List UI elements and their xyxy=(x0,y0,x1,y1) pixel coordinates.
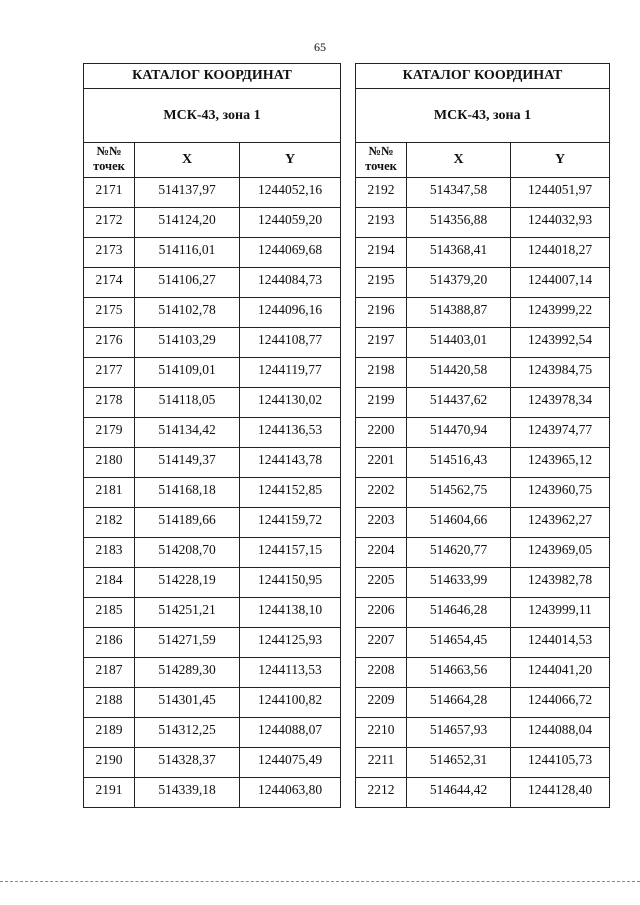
point-number-cell: 2202 xyxy=(356,478,407,508)
y-coordinate-cell: 1243982,78 xyxy=(511,568,610,598)
catalog-zone: МСК-43, зона 1 xyxy=(356,89,610,143)
x-coordinate-cell: 514646,28 xyxy=(407,598,511,628)
x-coordinate-cell: 514470,94 xyxy=(407,418,511,448)
point-number-cell: 2172 xyxy=(84,208,135,238)
x-coordinate-cell: 514368,41 xyxy=(407,238,511,268)
point-number-cell: 2208 xyxy=(356,658,407,688)
point-number-cell: 2194 xyxy=(356,238,407,268)
point-number-cell: 2176 xyxy=(84,328,135,358)
column-header-point-number-line1: №№ xyxy=(368,144,394,158)
y-coordinate-cell: 1244100,82 xyxy=(240,688,341,718)
x-coordinate-cell: 514663,56 xyxy=(407,658,511,688)
y-coordinate-cell: 1244138,10 xyxy=(240,598,341,628)
y-coordinate-cell: 1244108,77 xyxy=(240,328,341,358)
table-row xyxy=(84,358,341,388)
y-coordinate-cell: 1244059,20 xyxy=(240,208,341,238)
table-row xyxy=(84,688,341,718)
point-number-cell: 2177 xyxy=(84,358,135,388)
point-number-cell: 2188 xyxy=(84,688,135,718)
point-number-cell: 2198 xyxy=(356,358,407,388)
point-number-cell: 2197 xyxy=(356,328,407,358)
table-row xyxy=(356,268,610,298)
y-coordinate-cell: 1243999,22 xyxy=(511,298,610,328)
x-coordinate-cell: 514124,20 xyxy=(135,208,240,238)
point-number-cell: 2203 xyxy=(356,508,407,538)
y-coordinate-cell: 1244125,93 xyxy=(240,628,341,658)
table-row xyxy=(84,778,341,808)
y-coordinate-cell: 1244088,04 xyxy=(511,718,610,748)
point-number-cell: 2181 xyxy=(84,478,135,508)
point-number-cell: 2199 xyxy=(356,388,407,418)
y-coordinate-cell: 1243999,11 xyxy=(511,598,610,628)
x-coordinate-cell: 514388,87 xyxy=(407,298,511,328)
table-row xyxy=(356,358,610,388)
table-row xyxy=(84,598,341,628)
point-number-cell: 2190 xyxy=(84,748,135,778)
x-coordinate-cell: 514134,42 xyxy=(135,418,240,448)
y-coordinate-cell: 1244143,78 xyxy=(240,448,341,478)
point-number-cell: 2204 xyxy=(356,538,407,568)
table-row xyxy=(84,268,341,298)
table-row xyxy=(84,328,341,358)
point-number-cell: 2212 xyxy=(356,778,407,808)
column-header-y: Y xyxy=(240,143,341,178)
x-coordinate-cell: 514251,21 xyxy=(135,598,240,628)
catalog-title: КАТАЛОГ КООРДИНАТ xyxy=(356,64,610,89)
table-row xyxy=(84,448,341,478)
coordinate-catalog-table-right xyxy=(355,63,610,808)
x-coordinate-cell: 514301,45 xyxy=(135,688,240,718)
table-row xyxy=(356,448,610,478)
table-row xyxy=(356,388,610,418)
point-number-cell: 2184 xyxy=(84,568,135,598)
x-coordinate-cell: 514312,25 xyxy=(135,718,240,748)
x-coordinate-cell: 514644,42 xyxy=(407,778,511,808)
table-row xyxy=(84,388,341,418)
table-row xyxy=(84,238,341,268)
y-coordinate-cell: 1244018,27 xyxy=(511,238,610,268)
x-coordinate-cell: 514116,01 xyxy=(135,238,240,268)
point-number-cell: 2211 xyxy=(356,748,407,778)
point-number-cell: 2205 xyxy=(356,568,407,598)
x-coordinate-cell: 514652,31 xyxy=(407,748,511,778)
y-coordinate-cell: 1244128,40 xyxy=(511,778,610,808)
x-coordinate-cell: 514633,99 xyxy=(407,568,511,598)
x-coordinate-cell: 514604,66 xyxy=(407,508,511,538)
y-coordinate-cell: 1243984,75 xyxy=(511,358,610,388)
column-header-x: X xyxy=(407,143,511,178)
y-coordinate-cell: 1244066,72 xyxy=(511,688,610,718)
point-number-cell: 2185 xyxy=(84,598,135,628)
table-row xyxy=(356,688,610,718)
x-coordinate-cell: 514516,43 xyxy=(407,448,511,478)
y-coordinate-cell: 1244119,77 xyxy=(240,358,341,388)
table-row xyxy=(84,628,341,658)
table-row xyxy=(356,658,610,688)
x-coordinate-cell: 514118,05 xyxy=(135,388,240,418)
x-coordinate-cell: 514228,19 xyxy=(135,568,240,598)
table-row xyxy=(84,748,341,778)
y-coordinate-cell: 1244113,53 xyxy=(240,658,341,688)
y-coordinate-cell: 1244014,53 xyxy=(511,628,610,658)
y-coordinate-cell: 1244032,93 xyxy=(511,208,610,238)
y-coordinate-cell: 1243969,05 xyxy=(511,538,610,568)
point-number-cell: 2192 xyxy=(356,178,407,208)
table-row xyxy=(356,298,610,328)
point-number-cell: 2186 xyxy=(84,628,135,658)
point-number-cell: 2206 xyxy=(356,598,407,628)
coordinate-catalog-table-left xyxy=(83,63,341,808)
point-number-cell: 2207 xyxy=(356,628,407,658)
x-coordinate-cell: 514347,58 xyxy=(407,178,511,208)
point-number-cell: 2183 xyxy=(84,538,135,568)
y-coordinate-cell: 1244136,53 xyxy=(240,418,341,448)
table-row xyxy=(84,208,341,238)
y-coordinate-cell: 1243974,77 xyxy=(511,418,610,448)
table-row xyxy=(356,178,610,208)
table-row xyxy=(356,598,610,628)
x-coordinate-cell: 514106,27 xyxy=(135,268,240,298)
x-coordinate-cell: 514103,29 xyxy=(135,328,240,358)
x-coordinate-cell: 514356,88 xyxy=(407,208,511,238)
page-bottom-divider xyxy=(0,881,640,882)
table-row xyxy=(84,418,341,448)
column-header-point-number-line2: точек xyxy=(93,159,125,173)
x-coordinate-cell: 514109,01 xyxy=(135,358,240,388)
catalog-zone: МСК-43, зона 1 xyxy=(84,89,341,143)
point-number-cell: 2174 xyxy=(84,268,135,298)
x-coordinate-cell: 514664,28 xyxy=(407,688,511,718)
y-coordinate-cell: 1243978,34 xyxy=(511,388,610,418)
x-coordinate-cell: 514271,59 xyxy=(135,628,240,658)
table-row xyxy=(84,718,341,748)
table-row xyxy=(356,718,610,748)
x-coordinate-cell: 514437,62 xyxy=(407,388,511,418)
point-number-cell: 2175 xyxy=(84,298,135,328)
column-header-y: Y xyxy=(511,143,610,178)
table-row xyxy=(84,478,341,508)
page-number: 65 xyxy=(314,40,326,54)
point-number-cell: 2187 xyxy=(84,658,135,688)
point-number-cell: 2180 xyxy=(84,448,135,478)
y-coordinate-cell: 1244088,07 xyxy=(240,718,341,748)
x-coordinate-cell: 514420,58 xyxy=(407,358,511,388)
table-row xyxy=(84,298,341,328)
table-row xyxy=(356,538,610,568)
point-number-cell: 2210 xyxy=(356,718,407,748)
table-row xyxy=(356,478,610,508)
y-coordinate-cell: 1243965,12 xyxy=(511,448,610,478)
point-number-cell: 2191 xyxy=(84,778,135,808)
x-coordinate-cell: 514620,77 xyxy=(407,538,511,568)
table-row xyxy=(356,628,610,658)
y-coordinate-cell: 1244084,73 xyxy=(240,268,341,298)
table-row xyxy=(356,208,610,238)
column-header-point-number-line1: №№ xyxy=(96,144,122,158)
point-number-cell: 2195 xyxy=(356,268,407,298)
table-row xyxy=(84,508,341,538)
point-number-cell: 2171 xyxy=(84,178,135,208)
y-coordinate-cell: 1244063,80 xyxy=(240,778,341,808)
table-row xyxy=(356,508,610,538)
y-coordinate-cell: 1244105,73 xyxy=(511,748,610,778)
y-coordinate-cell: 1244130,02 xyxy=(240,388,341,418)
point-number-cell: 2209 xyxy=(356,688,407,718)
table-row xyxy=(356,238,610,268)
y-coordinate-cell: 1243962,27 xyxy=(511,508,610,538)
point-number-cell: 2193 xyxy=(356,208,407,238)
x-coordinate-cell: 514289,30 xyxy=(135,658,240,688)
x-coordinate-cell: 514149,37 xyxy=(135,448,240,478)
y-coordinate-cell: 1244150,95 xyxy=(240,568,341,598)
x-coordinate-cell: 514189,66 xyxy=(135,508,240,538)
x-coordinate-cell: 514137,97 xyxy=(135,178,240,208)
table-row xyxy=(356,748,610,778)
y-coordinate-cell: 1244096,16 xyxy=(240,298,341,328)
column-header-x: X xyxy=(135,143,240,178)
y-coordinate-cell: 1244051,97 xyxy=(511,178,610,208)
point-number-cell: 2201 xyxy=(356,448,407,478)
column-header-point-number xyxy=(84,143,135,178)
table-row xyxy=(356,418,610,448)
point-number-cell: 2179 xyxy=(84,418,135,448)
point-number-cell: 2178 xyxy=(84,388,135,418)
column-header-point-number-line2: точек xyxy=(365,159,397,173)
column-header-point-number xyxy=(356,143,407,178)
table-row xyxy=(84,538,341,568)
x-coordinate-cell: 514562,75 xyxy=(407,478,511,508)
table-row xyxy=(84,568,341,598)
y-coordinate-cell: 1244041,20 xyxy=(511,658,610,688)
table-row xyxy=(356,778,610,808)
x-coordinate-cell: 514328,37 xyxy=(135,748,240,778)
x-coordinate-cell: 514168,18 xyxy=(135,478,240,508)
point-number-cell: 2173 xyxy=(84,238,135,268)
table-row xyxy=(356,568,610,598)
table-body xyxy=(356,178,610,808)
y-coordinate-cell: 1244052,16 xyxy=(240,178,341,208)
y-coordinate-cell: 1244069,68 xyxy=(240,238,341,268)
x-coordinate-cell: 514339,18 xyxy=(135,778,240,808)
table-row xyxy=(84,178,341,208)
point-number-cell: 2196 xyxy=(356,298,407,328)
catalog-title: КАТАЛОГ КООРДИНАТ xyxy=(84,64,341,89)
x-coordinate-cell: 514654,45 xyxy=(407,628,511,658)
x-coordinate-cell: 514403,01 xyxy=(407,328,511,358)
table-body xyxy=(84,178,341,808)
table-row xyxy=(84,658,341,688)
point-number-cell: 2200 xyxy=(356,418,407,448)
y-coordinate-cell: 1244157,15 xyxy=(240,538,341,568)
y-coordinate-cell: 1244152,85 xyxy=(240,478,341,508)
x-coordinate-cell: 514208,70 xyxy=(135,538,240,568)
point-number-cell: 2189 xyxy=(84,718,135,748)
point-number-cell: 2182 xyxy=(84,508,135,538)
y-coordinate-cell: 1244159,72 xyxy=(240,508,341,538)
table-row xyxy=(356,328,610,358)
x-coordinate-cell: 514657,93 xyxy=(407,718,511,748)
x-coordinate-cell: 514102,78 xyxy=(135,298,240,328)
y-coordinate-cell: 1243960,75 xyxy=(511,478,610,508)
y-coordinate-cell: 1244075,49 xyxy=(240,748,341,778)
y-coordinate-cell: 1244007,14 xyxy=(511,268,610,298)
y-coordinate-cell: 1243992,54 xyxy=(511,328,610,358)
x-coordinate-cell: 514379,20 xyxy=(407,268,511,298)
